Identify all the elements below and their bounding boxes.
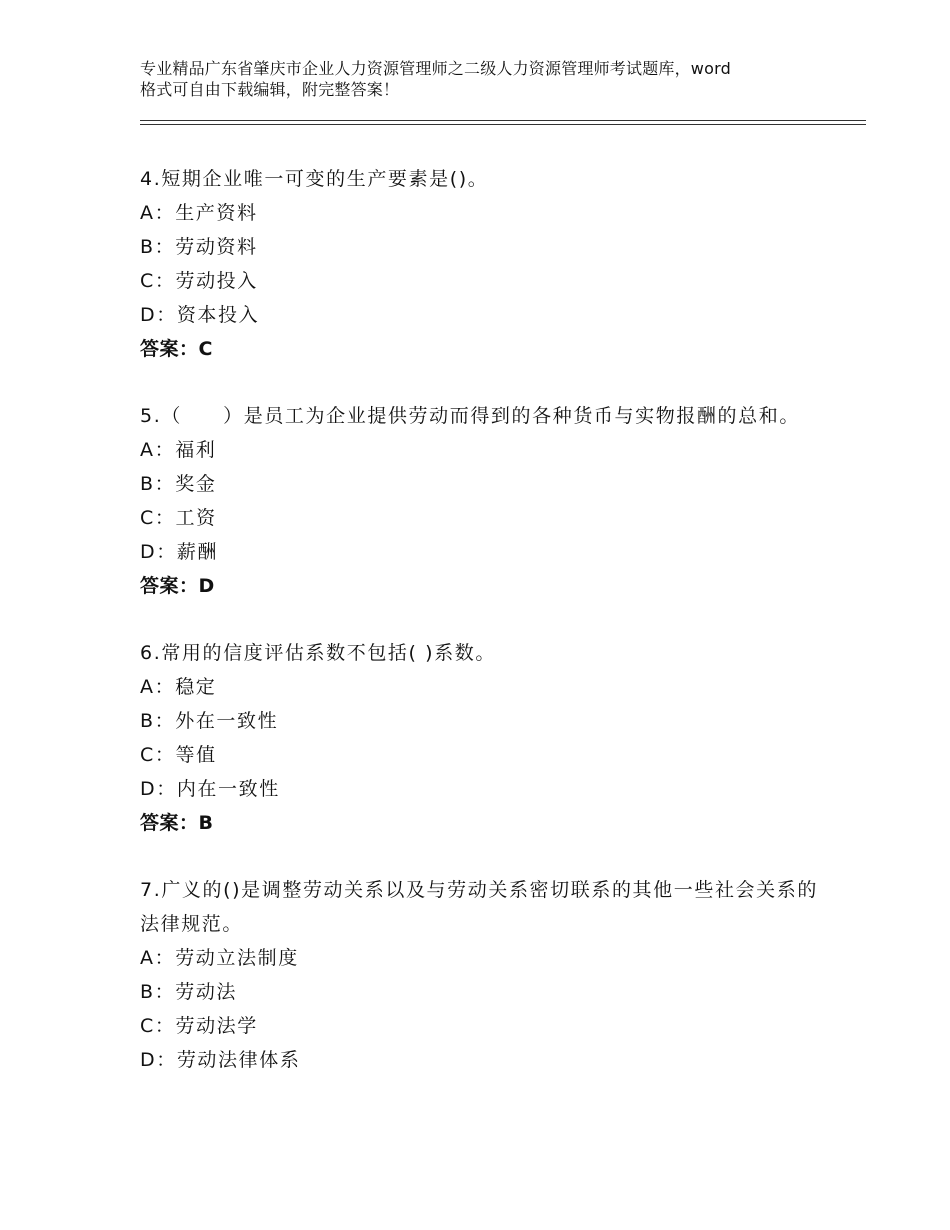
question-6 — [140, 636, 820, 840]
answer: 答案：C — [140, 338, 213, 360]
option-a: A：福利 — [140, 439, 217, 461]
option-d: D：内在一致性 — [140, 778, 280, 800]
question-7 — [140, 873, 820, 1077]
option-d: D：劳动法律体系 — [140, 1049, 301, 1071]
option-c: C：劳动法学 — [140, 1015, 258, 1037]
option-d: D：薪酬 — [140, 541, 219, 563]
question-text: 5.（ ）是员工为企业提供劳动而得到的各种货币与实物报酬的总和。 — [140, 405, 800, 427]
option-d: D：资本投入 — [140, 304, 260, 326]
option-a: A：稳定 — [140, 676, 217, 698]
option-b: B：劳动资料 — [140, 236, 258, 258]
answer: 答案：D — [140, 575, 215, 597]
question-text: 7.广义的()是调整劳动关系以及与劳动关系密切联系的其他一些社会关系的法律规范。 — [140, 879, 818, 935]
option-b: B：劳动法 — [140, 981, 238, 1003]
option-c: C：劳动投入 — [140, 270, 258, 292]
option-c: C：等值 — [140, 744, 217, 766]
question-text: 4.短期企业唯一可变的生产要素是()。 — [140, 168, 489, 190]
question-5 — [140, 399, 820, 603]
option-b: B：外在一致性 — [140, 710, 279, 732]
header-line-2: 格式可自由下载编辑，附完整答案！ — [140, 80, 400, 99]
option-b: B：奖金 — [140, 473, 217, 495]
question-text: 6.常用的信度评估系数不包括( )系数。 — [140, 642, 496, 664]
option-a: A：劳动立法制度 — [140, 947, 299, 969]
header-rule-bottom — [140, 124, 866, 125]
answer: 答案：B — [140, 812, 214, 834]
header-rule-top — [140, 120, 866, 121]
question-list — [140, 162, 820, 1110]
question-4 — [140, 162, 820, 366]
document-header — [140, 58, 840, 100]
header-line-1: 专业精品广东省肇庆市企业人力资源管理师之二级人力资源管理师考试题库，word — [140, 59, 731, 78]
option-a: A：生产资料 — [140, 202, 258, 224]
option-c: C：工资 — [140, 507, 217, 529]
